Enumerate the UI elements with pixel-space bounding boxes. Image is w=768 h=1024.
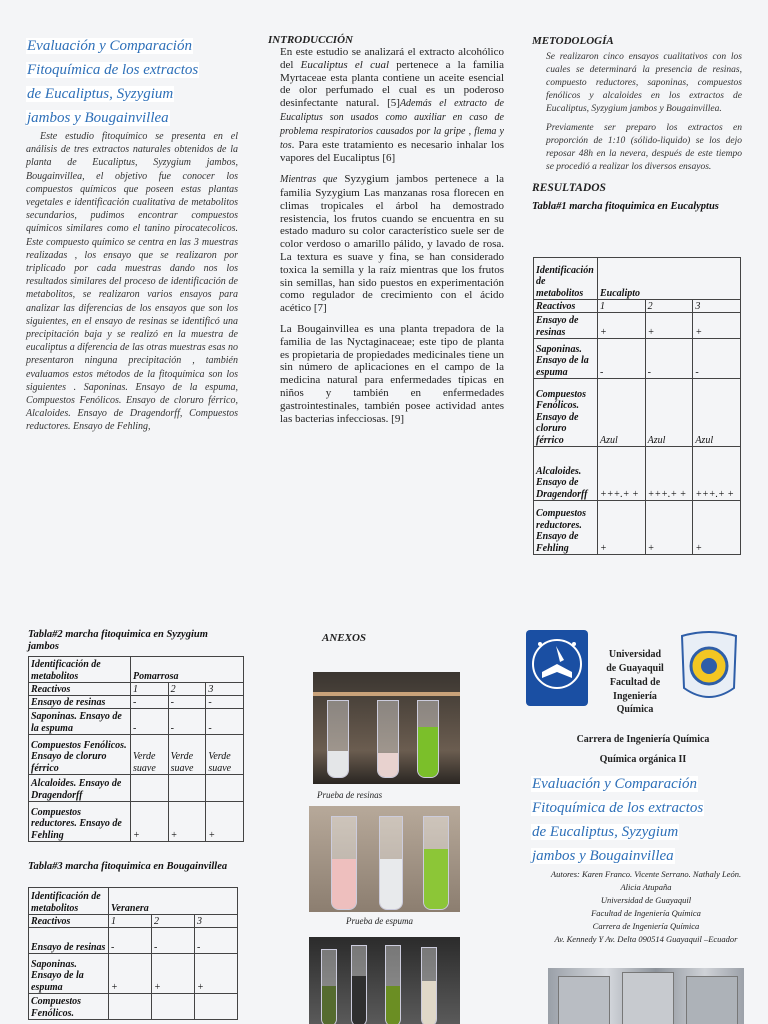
intro-paragraph-1: En este estudio se analizará el extracto alcohólico del Eucaliptus el cual pertenece a la familia Myrtaceae esta planta contiene un aceite esencial de olor perfumado el cual es un poderoso desinfectante natural. [5]Además el extracto de Eucaliptus son usados como auxiliar en caso de problema respiratorios causados por la gripe , flema y tos. Para este tratamiento es necesario inhalar los vapores del Eucaliptus [6] (280, 46, 504, 165)
career: Carrera de Ingeniería Química (576, 734, 710, 745)
table-header: Identificación de metabolitos (29, 888, 109, 915)
cell (206, 775, 244, 802)
university-line: Química (616, 704, 654, 715)
subject: Química orgánica II (599, 754, 687, 765)
credits (528, 868, 764, 946)
table1-caption: Tabla#1 marcha fitoquimica en Eucalyptus (532, 201, 719, 212)
university-line: de Guayaquil (606, 662, 664, 674)
cell: Azul (693, 379, 741, 447)
credit-line: Carrera de Ingeniería Química (592, 921, 700, 931)
cover-title-line: jambos y Bougainvillea (532, 848, 674, 864)
cell: + (131, 802, 169, 842)
row-label: Compuestos Fenólicos. Ensayo de cloruro férrico (29, 735, 131, 775)
cell: +++.+ + (693, 447, 741, 501)
row-label: Compuestos reductores. Ensayo de Fehling (534, 501, 598, 555)
table2-caption: Tabla#2 marcha fitoquimica en Syzygium jambos (28, 629, 208, 652)
cell: 3 (693, 300, 741, 313)
cell: + (645, 501, 693, 555)
table-header: Identificación de metabolitos (29, 657, 131, 683)
third-test-photo (309, 937, 460, 1024)
cell: 3 (206, 683, 244, 696)
credit-line: Facultad de Ingeniería Química (591, 908, 701, 918)
table-header: Pomarrosa (131, 657, 244, 683)
university-line: Ingeniería (613, 690, 657, 702)
intro-paragraph-3: La Bougainvillea es una planta trepadora de la familia de las Nyctaginaceae; este tipo de planta es propietaria de propiedades medicinales tiene un sin número de aplicaciones en el campo de la medicina natural para enfermedades típicas en niños y también en enfermedades gastrointestinales, también posee actividad antes las bacterias infecciosas. [9] (280, 322, 504, 425)
table-eucalyptus (533, 257, 741, 555)
left-title-line: Fitoquímica de los extractos (27, 62, 199, 78)
annex-heading: ANEXOS (322, 632, 367, 644)
foam-test-caption: Prueba de espuma (346, 916, 413, 926)
row-label: Compuestos reductores. Ensayo de Fehling (29, 802, 131, 842)
cell: - (206, 696, 244, 709)
cell: - (109, 928, 152, 954)
cell: - (168, 709, 206, 735)
cell: 3 (195, 915, 238, 928)
foam-test-photo (309, 806, 460, 912)
cell: + (598, 501, 646, 555)
cell: + (693, 501, 741, 555)
cell: Verde suave (168, 735, 206, 775)
row-label: Compuestos Fenólicos. Ensayo de cloruro férrico (534, 379, 598, 447)
abstract: Este estudio fitoquímico se presenta en el análisis de tres extractos naturales obtenidos de la planta de Eucaliptus, Syzygium jambos, Bougainvillea, el objetivo fue conocer los compuestos químicos que poseen estas plantas vegetales e identificación cualitativa de metabolitos secundarios, pudimos encontrar compuestos químicos similares como el tanino pirocatecolicos. Este compuesto químico se centra en las 3 muestras realizadas , los ensayo que se realizaron por triplicado por cada muestras dando nos los resultados similares del proceso de identificación de metabolitos, se realizaron varios ensayos para analizar las diferencias de los ensayos que son los siguientes, en el ensayo de resinas se identificó una precipitación baja y se realizó en la muestra de eucaliptus a diferencia de las otras muestras esas no presentaron ninguna precipitación , también evaluamos estos métodos de la fitoquímica son los siguientes . Saponinas. Ensayo de la espuma, Compuestos Fenólicos. Ensayo de cloruro férrico, Alcaloides. Ensayo de Dragendorff, Compuestos reductores. Ensayo de Fehling, (26, 131, 238, 433)
row-label: Reactivos (534, 300, 598, 313)
table-syzygium (28, 656, 244, 842)
row-label: Saponinas. Ensayo de la espuma (29, 954, 109, 994)
cover-title-line: Fitoquímica de los extractos (532, 800, 704, 816)
cell: + (195, 954, 238, 994)
cell: + (152, 954, 195, 994)
credit-line: Universidad de Guayaquil (600, 895, 692, 905)
table-header: Veranera (109, 888, 238, 915)
cell: + (109, 954, 152, 994)
row-label: Saponinas. Ensayo de la espuma (534, 339, 598, 379)
cell: 1 (109, 915, 152, 928)
cell: - (131, 696, 169, 709)
authors-cont: Alicia Atupaña (620, 882, 672, 892)
method-paragraph-2: Previamente ser preparo los extractos en proporción de 1:10 (sólido-liquido) se los dejo reposar 48h en la nevera, después de este tiempo se procedió a realizar los diversos ensayos. (546, 123, 742, 172)
left-title-line: Evaluación y Comparación (27, 38, 192, 54)
method-heading: METODOLOGÍA (532, 35, 614, 47)
cell: - (693, 339, 741, 379)
cell: - (131, 709, 169, 735)
cell: + (168, 802, 206, 842)
row-label: Compuestos Fenólicos. (29, 994, 109, 1020)
cell (168, 775, 206, 802)
cell: Verde suave (131, 735, 169, 775)
cell: Azul (598, 379, 646, 447)
introduction (268, 34, 504, 425)
cell (195, 994, 238, 1020)
cell: +++.+ + (598, 447, 646, 501)
cover-title (531, 772, 761, 868)
row-label: Ensayo de resinas (29, 928, 109, 954)
row-label: Reactivos (29, 915, 109, 928)
table-header: Identificación de metabolitos (534, 258, 598, 300)
address: Av. Kennedy Y Av. Delta 090514 Guayaquil –Ecuador (554, 934, 738, 944)
cell: + (206, 802, 244, 842)
row-label: Saponinas. Ensayo de la espuma (29, 709, 131, 735)
row-label: Ensayo de resinas (29, 696, 131, 709)
cell: 1 (598, 300, 646, 313)
left-title (26, 34, 256, 130)
results-heading: RESULTADOS (532, 182, 606, 194)
cell: Azul (645, 379, 693, 447)
row-label: Alcaloides. Ensayo de Dragendorff (29, 775, 131, 802)
cell: 2 (152, 915, 195, 928)
cell: + (598, 313, 646, 339)
university-line: Facultad de (609, 677, 661, 688)
intro-paragraph-2: Mientras que Syzygium jambos pertenece a la familia Syzygium Las manzanas rosa florecen en climas tropicales el árbol ha demostrado resistencia, los frutos cuando se encuentra en su estado maduro su color característico suele ser de color verdoso o amarillo pálido, y lavado de rosa. La textura es suave y fina, se han considerado toxica la semilla y la raíz mientras que los frutos sin semillas, han sido puestos en experimentación como regulador de crecimiento con el ácido acético [7] (280, 173, 504, 315)
cell: - (168, 696, 206, 709)
method-paragraph-1: Se realizaron cinco ensayos cualitativos con los cuales se determinará la presencia de resinas, compuesto reductores, saponinas, compuestos fenólicos y alcaloides en los extractos de Eucaliptus, Syzygium jambos y Bougainvillea. (546, 52, 742, 114)
cell: + (693, 313, 741, 339)
row-label: Ensayo de resinas (534, 313, 598, 339)
university-line: Universidad (608, 649, 662, 660)
cell: 2 (645, 300, 693, 313)
cell: - (195, 928, 238, 954)
table-bougainvillea (28, 887, 238, 1020)
cell: Verde suave (206, 735, 244, 775)
row-label: Alcaloides. Ensayo de Dragendorff (534, 447, 598, 501)
left-title-line: jambos y Bougainvillea (27, 110, 169, 126)
resin-test-photo (313, 672, 460, 784)
cell: - (598, 339, 646, 379)
table-header: Eucalipto (598, 258, 741, 300)
authors: Autores: Karen Franco. Vicente Serrano. Nathaly León. (550, 869, 742, 879)
cell: - (206, 709, 244, 735)
cell: + (645, 313, 693, 339)
cover-title-line: Evaluación y Comparación (532, 776, 697, 792)
cell (152, 994, 195, 1020)
cell (109, 994, 152, 1020)
cell: - (645, 339, 693, 379)
cell: +++.+ + (645, 447, 693, 501)
university-block (598, 648, 672, 717)
university-logo (526, 630, 588, 706)
cell: 2 (168, 683, 206, 696)
table3-caption: Tabla#3 marcha fitoquimica en Bougainvillea (28, 861, 228, 872)
faculty-logo (676, 628, 742, 708)
cell: - (152, 928, 195, 954)
cell (131, 775, 169, 802)
cell: 1 (131, 683, 169, 696)
row-label: Reactivos (29, 683, 131, 696)
cover-title-line: de Eucaliptus, Syzygium (532, 824, 679, 840)
methodology (532, 35, 742, 212)
samples-photo (548, 968, 744, 1024)
left-title-line: de Eucaliptus, Syzygium (27, 86, 174, 102)
intro-heading: INTRODUCCIÓN (268, 34, 353, 46)
resin-test-caption: Prueba de resinas (317, 790, 383, 800)
